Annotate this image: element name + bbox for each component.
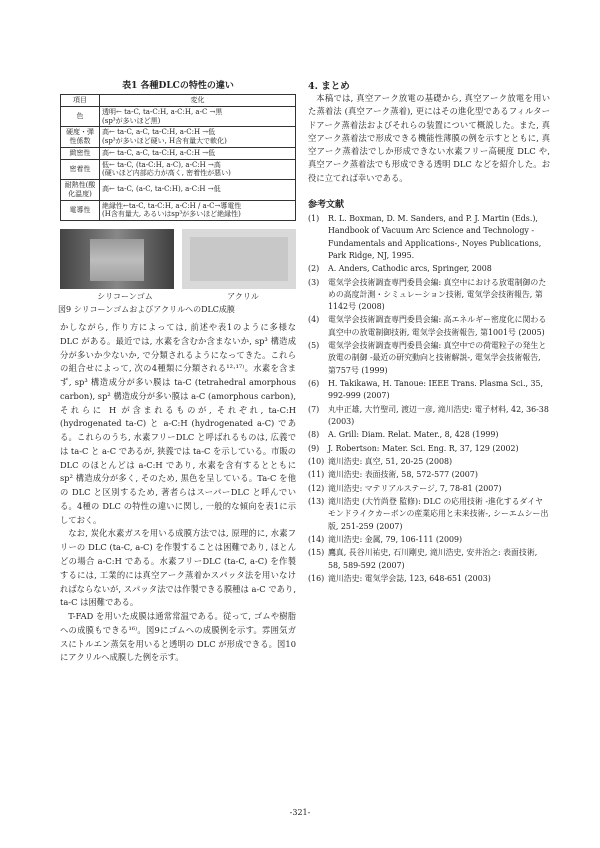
paragraph: T-FAD を用いた成膜は通常常温である。従って, ゴムや樹脂への成膜もできる¹⁶⁾。図9にゴムへの成膜例を示す。雰囲気ガスにトルエン蒸気を用いると透明の DLC が形成できる。図10にアクリルへ成膜した例を示す。 bbox=[60, 611, 296, 663]
table-row bbox=[61, 159, 296, 180]
reference-text: R. L. Boxman, D. M. Sanders, and P. J. Martin (Eds.), Handbook of Vacuum Arc Science and Technology -Fundamentals and Applications-, Noyes Publications, Park Ridge, NJ, 1995. bbox=[328, 213, 542, 260]
reference-item bbox=[308, 483, 550, 495]
reference-text: J. Robertson: Mater. Sci. Eng. R, 37, 129 (2002) bbox=[328, 443, 519, 453]
reference-number: (14) bbox=[308, 535, 325, 545]
photo-labels bbox=[60, 291, 296, 302]
reference-number: (1) bbox=[308, 213, 320, 223]
table-header-change: 変化 bbox=[100, 95, 296, 107]
table-cell-line: 絶縁性←ta-C, ta-C:H, a-C:H / a-C→導電性 bbox=[102, 201, 242, 210]
reference-number: (5) bbox=[308, 341, 320, 351]
table-cell-change bbox=[100, 106, 296, 127]
table-cell-change bbox=[100, 159, 296, 180]
reference-text: 滝川浩史: 真空, 51, 20-25 (2008) bbox=[328, 457, 453, 467]
reference-number: (11) bbox=[308, 470, 325, 480]
reference-text: H. Takikawa, H. Tanoue: IEEE Trans. Plasma Sci., 35, 992-999 (2007) bbox=[328, 379, 544, 401]
reference-text: 電気学会技術調査専門委員会編: 真空中での荷電粒子の発生と放電の制御 -最近の研究動向と技術解説-, 電気学会技術報告, 第757号 (1999) bbox=[328, 341, 547, 375]
reference-item bbox=[308, 469, 550, 481]
dlc-properties-table bbox=[60, 94, 296, 221]
table-row bbox=[61, 147, 296, 159]
summary-text: 本稿では, 真空アーク放電の基礎から, 真空アーク放電を用いた蒸着法 (真空アーク蒸着), 更にはその進化型であるフィルタードアーク蒸着法およびそれらの装置について概説した。また, 真空アーク蒸着法で形成できる機能性薄膜の例を示すとともに, 真空アーク蒸着法でしか形成できない水素フリー高硬度 DLC や, 真空アーク蒸着法でも形成できる透明 DLC などを紹介した。お役に立てれば幸いである。 bbox=[308, 93, 550, 183]
table-cell-change bbox=[100, 127, 296, 148]
table-row bbox=[61, 180, 296, 201]
table-header-item: 項目 bbox=[61, 95, 100, 107]
reference-item bbox=[308, 443, 550, 455]
reference-text: 電気学会技術調査専門委員会編: 高エネルギー密度化に関わる真空中の放電制御技術, 電気学会技術報告, 第1001号 (2005) bbox=[328, 315, 547, 337]
table-cell-line: (H含有量大, あるいはsp³が多いほど絶縁性) bbox=[102, 210, 241, 219]
paragraph: なお, 炭化水素ガスを用いる成膜方法では, 原理的に, 水素フリーの DLC (ta-C, a-C) を作製することは困難であり, ほとんどの場合 a-C:H である。水素フリーDLC (ta-C, a-C) を作製するには, 工業的には真空アーク蒸着かスパッタ法を用いなければならないが, スパッタ法では作製できる膜種は a-C であり, ta-C は困難である。 bbox=[60, 528, 296, 608]
table-row bbox=[61, 127, 296, 148]
reference-item bbox=[308, 404, 550, 429]
reference-number: (15) bbox=[308, 548, 325, 558]
photo-label-acrylic: アクリル bbox=[227, 292, 259, 301]
reference-number: (16) bbox=[308, 574, 325, 584]
table-caption: 表1 各種DLCの特性の違い bbox=[122, 81, 234, 91]
reference-number: (3) bbox=[308, 277, 320, 287]
reference-text: A. Anders, Cathodic arcs, Springer, 2008 bbox=[328, 264, 492, 274]
table-cell-item: 緻密性 bbox=[61, 147, 100, 159]
references-title: 参考文献 bbox=[308, 199, 345, 210]
reference-number: (6) bbox=[308, 379, 320, 389]
reference-text: 滝川浩史: マテリアルステージ, 7, 78-81 (2007) bbox=[328, 483, 502, 493]
reference-item bbox=[308, 340, 550, 377]
table-cell-line: (sp³が多いほど硬い, H含有量大で軟化) bbox=[102, 137, 227, 145]
reference-number: (7) bbox=[308, 404, 320, 414]
reference-item bbox=[308, 277, 550, 314]
table-cell-line: 透明← ta-C, ta-C:H, a-C:H, a-C →黒 bbox=[102, 107, 223, 116]
left-body-text bbox=[60, 321, 296, 665]
table-row bbox=[61, 106, 296, 127]
table-cell-item: 密着性 bbox=[61, 159, 100, 180]
paragraph: かしながら, 作り方によっては, 前述や表1のように多様な DLC がある。最近では, 水素を含むか含まないか, sp³ 構造成分が多いか少ないか, で分類されるようになってきた。これらの組合せによって, 次の4種類に分類される¹²·¹⁷⁾。水素を含まず, sp³ 構造成分が多い膜は ta-C (tetrahedral amorphous carbon), sp² 構造成分が多い膜は a-C (amorphous carbon), それらに H が含まれるものが, それぞれ, ta-C:H (hydrogenated ta-C) と a-C:H (hydrogenated a-C) である。これらのうち, 水素フリーDLC と呼ばれるものは, 広義では ta-C と a-C であるが, 狭義では ta-C を示している。市販の DLC のほとんどは a-C:H であり, 水素を含有するとともに sp² 構造成分が多く, そのため, 黒色を呈している。Ta-C を他の DLC と区別するため, 著者らはスーパーDLC と呼んでいる。4種の DLC の特性の違いに関し, 一般的な傾向を表1に示しておく。 bbox=[60, 322, 297, 525]
reference-number: (12) bbox=[308, 483, 325, 493]
left-column bbox=[60, 78, 296, 665]
reference-number: (8) bbox=[308, 430, 320, 440]
table-cell-item: 耐熱性(酸化温度) bbox=[61, 180, 100, 201]
reference-item bbox=[308, 547, 550, 572]
reference-text: 滝川浩史: 金属, 79, 106-111 (2009) bbox=[328, 535, 463, 545]
reference-item bbox=[308, 573, 550, 585]
reference-item bbox=[308, 378, 550, 403]
table-cell-line: (sp³が多いほど黒) bbox=[102, 116, 161, 125]
table-row bbox=[61, 200, 296, 221]
photo-label-silicone: シリコーンゴム bbox=[97, 292, 153, 301]
reference-item bbox=[308, 456, 550, 468]
right-column bbox=[308, 78, 550, 586]
figure-photos bbox=[60, 229, 296, 289]
table-cell-line: (硬いほど内部応力が高く, 密着性が悪い) bbox=[102, 169, 231, 178]
section-title-summary: 4. まとめ bbox=[308, 81, 350, 92]
table-cell-item: 硬度・弾性係数 bbox=[61, 127, 100, 148]
table-cell-item: 色 bbox=[61, 106, 100, 127]
table-cell-line: 低← ta-C, (ta-C:H, a-C), a-C:H →高 bbox=[102, 160, 221, 169]
reference-text: 電気学会技術調査専門委員会編: 真空中における放電制御のための高度計測・シミュレーション技術, 電気学会技術報告, 第1142号 (2008) bbox=[328, 277, 547, 312]
reference-item bbox=[308, 213, 550, 262]
table-cell-item: 電導性 bbox=[61, 200, 100, 221]
table-cell-line: 高← ta-C, (a-C, ta-C:H), a-C:H →低 bbox=[102, 185, 221, 194]
reference-number: (13) bbox=[308, 497, 325, 507]
silicone-rubber-photo bbox=[60, 229, 174, 289]
table-cell-change bbox=[100, 147, 296, 159]
reference-text: A. Grill: Diam. Relat. Mater., 8, 428 (1999) bbox=[328, 430, 499, 440]
reference-text: 滝川浩史: 表面技術, 58, 572-577 (2007) bbox=[328, 470, 478, 480]
table-cell-line: 高← ta-C, a-C, ta-C:H, a-C:H →低 bbox=[102, 148, 216, 157]
table-body bbox=[61, 106, 296, 220]
reference-item bbox=[308, 429, 550, 441]
reference-item bbox=[308, 496, 550, 533]
page-number: -321- bbox=[289, 808, 311, 817]
table-cell-line: 高← ta-C, a-C, ta-C:H, a-C:H →低 bbox=[102, 128, 216, 137]
reference-text: 鷹真, 長谷川祐史, 石川剛史, 滝川浩史, 安井治之: 表面技術, 58, 589-592 (2007) bbox=[328, 548, 538, 570]
acrylic-photo bbox=[182, 229, 296, 289]
figure-caption: 図9 シリコーンゴムおよびアクリルへのDLC成膜 bbox=[58, 305, 235, 314]
reference-item bbox=[308, 263, 550, 275]
reference-item bbox=[308, 534, 550, 546]
reference-text: 滝川浩史 (大竹尚登 監修): DLC の応用技術 -進化するダイヤモンドライクカーボンの産業応用と未来技術-, シーエムシー出版, 251-259 (2007) bbox=[328, 497, 549, 531]
reference-number: (10) bbox=[308, 457, 325, 467]
reference-text: 丸中正雄, 大竹聖司, 渡辺一彦, 滝川浩史: 電子材料, 42, 36-38 (2003) bbox=[328, 404, 549, 427]
reference-number: (9) bbox=[308, 443, 320, 453]
reference-item bbox=[308, 314, 550, 339]
references-list bbox=[308, 213, 550, 586]
reference-number: (2) bbox=[308, 264, 320, 274]
reference-text: 滝川浩史: 電気学会誌, 123, 648-651 (2003) bbox=[328, 574, 491, 584]
reference-number: (4) bbox=[308, 315, 320, 325]
table-cell-change bbox=[100, 180, 296, 201]
table-cell-change bbox=[100, 200, 296, 221]
